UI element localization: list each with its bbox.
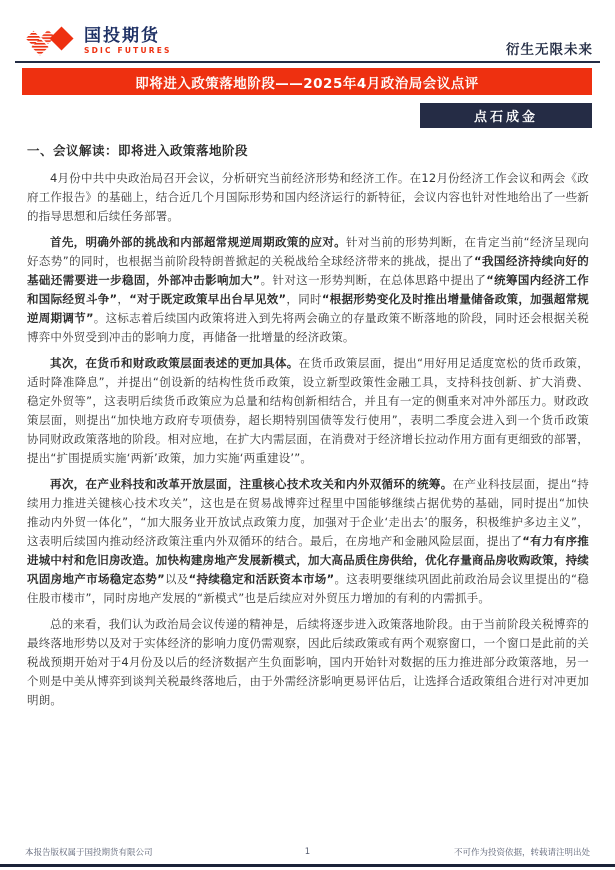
header-slogan: 衍生无限未来: [506, 42, 593, 58]
logo-diamonds-icon: [22, 21, 78, 61]
footer-disclaimer: 不可作为投资依据，转载请注明出处: [454, 848, 591, 858]
company-logo: [22, 21, 172, 61]
section-heading: 一、会议解读：即将进入政策落地阶段: [27, 143, 249, 158]
series-tag-box: [420, 103, 592, 128]
logo-text: [84, 27, 172, 55]
paragraph: 总的来看，我们认为政治局会议传递的精神是，后续将逐步进入政策落地阶段。由于当前阶段关税博弈的最终落地形势以及对于实体经济的影响力度仍需观察，因此后续政策或有两个观察窗口，一个窗口是此前的关税战预期开始对于4月份及以后的经济数据产生负面影响，国内开始针对数据的压力推进部分政策落地，另一个则是中美从博弈到谈判关税最终落地后，由于外需经济影响更易评估后，让选择合适政策组合进行对冲更加明朗。: [27, 617, 589, 707]
article-body: [27, 169, 589, 710]
paragraph: 4月份中共中央政治局召开会议，分析研究当前经济形势和经济工作。在12月份经济工作会议和两会《政府工作报告》的基础上，结合近几个月国际形势和国内经济运行的新特征，会议内容也针对性地给出了一些新的指导思想和后续任务部署。: [27, 171, 589, 223]
paragraph: 再次，在产业科技和改革开放层面，注重核心技术攻关和内外双循环的统筹。在产业科技层面，提出“持续用力推进关键核心技术攻关”，这也是在贸易战博弈过程里中国能够继续占据优势的基础，同时提出“加快推动内外贸一体化”，“加大服务业开放试点政策力度，加强对于企业‘走出去’的服务，积极维护多边主义”，这表明后续国内推动经济政策注重内外双循环的结合。最后，在房地产和金融风险层面，提出了“有力有序推进城中村和危旧房改造。加快构建房地产发展新模式，加大高品质住房供给，优化存量商品房收购政策，持续巩固房地产市场稳定态势”以及“持续稳定和活跃资本市场”。这表明要继续巩固此前政治局会议里提出的“稳住股市楼市”，同时房地产发展的“新模式”也是后续应对外贸压力增加的有利的内需抓手。: [27, 477, 590, 605]
header-divider: [15, 61, 600, 63]
logo-company-name-en: SDIC FUTURES: [84, 46, 172, 55]
series-tag-label: 点石成金: [473, 110, 538, 125]
report-title: 即将进入政策落地阶段——2025年4月政治局会议点评: [135, 75, 479, 92]
footer-divider: [0, 864, 615, 867]
footer-page-number: 1: [304, 847, 311, 857]
logo-company-name: 国投期货: [84, 26, 160, 46]
page-footer: [25, 845, 590, 859]
footer-copyright: 本报告版权属于国投期货有限公司: [25, 848, 153, 858]
article: [27, 141, 589, 717]
report-title-banner: [22, 68, 592, 95]
paragraph: 其次，在货币和财政政策层面表述的更加具体。在货币政策层面，提出“用好用足适度宽松的货币政策，适时降准降息”，并提出“创设新的结构性货币政策，设立新型政策性金融工具，支持科技创新、扩大消费、稳定外贸等”，这表明后续货币政策应为总量和结构创新相结合，并且有一定的侧重来对冲外部压力。财政政策层面，则提出“加快地方政府专项债券，超长期特别国债等发行使用”，表明二季度会进入到一个货币政策协同财政政策落地的阶段。相对应地，在扩大内需层面，在消费对于经济增长拉动作用方面有更细致的部署，提出“扩围提质实施‘两新’政策，加力实施‘两重建设’”。: [27, 356, 589, 465]
paragraph: 首先，明确外部的挑战和内部超常规逆周期政策的应对。针对当前的形势判断，在肯定当前“经济呈现向好态势”的同时，也根据当前阶段特朗普掀起的关税战给全球经济带来的挑战，提出了“我国经济持续向好的基础还需要进一步稳固，外部冲击影响加大”。针对这一形势判断，在总体思路中提出了“统筹国内经济工作和国际经贸斗争”，“对于既定政策早出台早见效”，同时“根据形势变化及时推出增量储备政策，加强超常规逆周期调节”。这标志着后续国内政策将进入到先将两会确立的存量政策不断落地的阶段，同时还会根据关税博弈中外贸受到冲击的影响力度，再储备一批增量的经济政策。: [27, 235, 590, 344]
